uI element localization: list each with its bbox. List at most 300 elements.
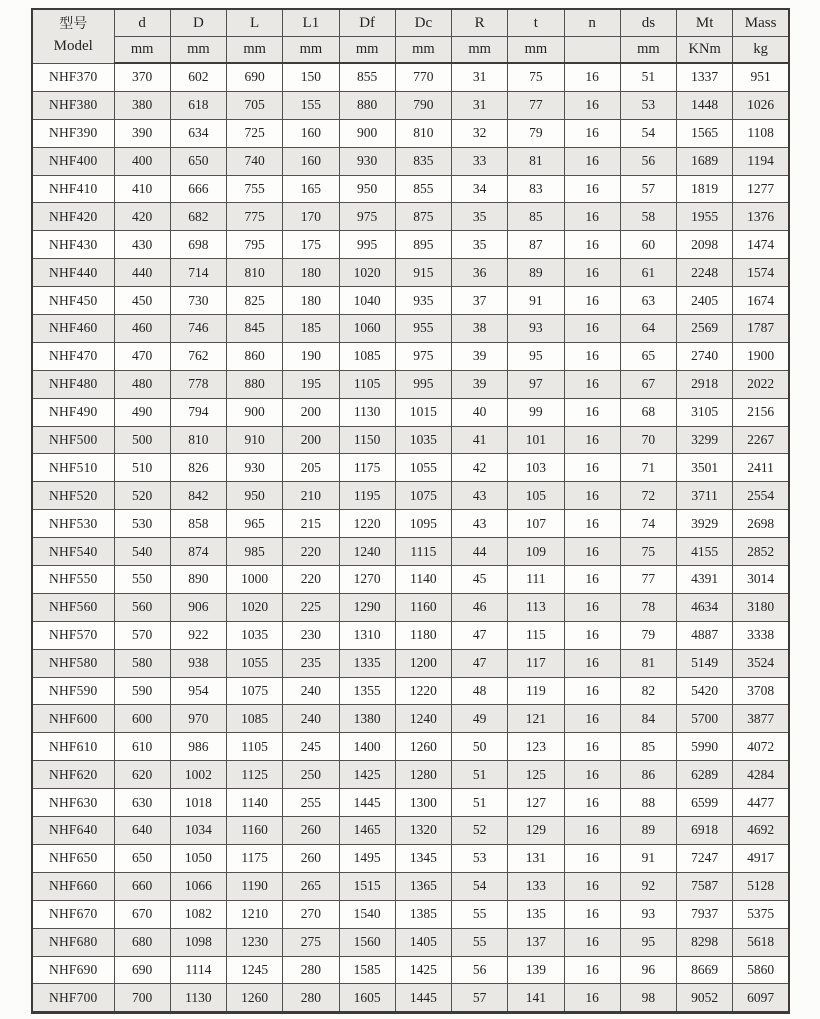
cell-t: 127 [508,789,564,817]
cell-ds: 72 [620,482,676,510]
cell-Dc: 1075 [395,482,451,510]
cell-L1: 190 [283,342,339,370]
cell-D: 954 [170,677,226,705]
table-row [32,175,789,203]
cell-n: 16 [564,733,620,761]
cell-ds: 71 [620,454,676,482]
cell-model: NHF510 [32,454,114,482]
cell-L1: 275 [283,928,339,956]
cell-Dc: 895 [395,231,451,259]
cell-Df: 1040 [339,287,395,315]
cell-Mt: 5149 [677,649,733,677]
cell-d: 570 [114,621,170,649]
cell-L: 705 [227,91,283,119]
cell-ds: 64 [620,315,676,343]
cell-L: 965 [227,510,283,538]
cell-t: 95 [508,342,564,370]
cell-Df: 1310 [339,621,395,649]
cell-Mt: 4634 [677,593,733,621]
table-row [32,119,789,147]
cell-n: 16 [564,398,620,426]
cell-ds: 75 [620,538,676,566]
cell-D: 810 [170,426,226,454]
cell-Mass: 2554 [733,482,789,510]
cell-D: 602 [170,63,226,91]
cell-d: 490 [114,398,170,426]
cell-R: 51 [452,761,508,789]
table-row [32,259,789,287]
cell-ds: 68 [620,398,676,426]
cell-Dc: 770 [395,63,451,91]
cell-Dc: 875 [395,203,451,231]
cell-R: 35 [452,231,508,259]
cell-ds: 74 [620,510,676,538]
cell-n: 16 [564,203,620,231]
cell-Df: 1400 [339,733,395,761]
table-row [32,482,789,510]
cell-Mt: 2405 [677,287,733,315]
cell-L: 1085 [227,705,283,733]
cell-Dc: 1425 [395,956,451,984]
cell-L1: 150 [283,63,339,91]
cell-Mass: 5860 [733,956,789,984]
cell-Mt: 2098 [677,231,733,259]
table-header [32,9,789,63]
cell-Mass: 4917 [733,844,789,872]
cell-R: 35 [452,203,508,231]
cell-model: NHF580 [32,649,114,677]
cell-Df: 1355 [339,677,395,705]
cell-D: 1002 [170,761,226,789]
cell-n: 16 [564,63,620,91]
cell-Df: 1465 [339,817,395,845]
cell-n: 16 [564,538,620,566]
cell-model: NHF430 [32,231,114,259]
table-row [32,370,789,398]
cell-L: 1055 [227,649,283,677]
cell-Dc: 835 [395,147,451,175]
cell-n: 16 [564,175,620,203]
table-row [32,398,789,426]
table-row [32,91,789,119]
cell-model: NHF590 [32,677,114,705]
model-header-cn: 型号 [59,17,88,33]
cell-L1: 160 [283,119,339,147]
cell-Mass: 3338 [733,621,789,649]
col-unit-Mt: KNm [677,37,733,64]
cell-R: 43 [452,482,508,510]
cell-Mt: 6599 [677,789,733,817]
cell-ds: 58 [620,203,676,231]
cell-Df: 995 [339,231,395,259]
cell-D: 1098 [170,928,226,956]
cell-R: 40 [452,398,508,426]
table-row [32,426,789,454]
cell-Dc: 1445 [395,984,451,1013]
cell-Mt: 7587 [677,872,733,900]
cell-R: 57 [452,984,508,1013]
cell-Mass: 1194 [733,147,789,175]
cell-model: NHF480 [32,370,114,398]
cell-L: 775 [227,203,283,231]
cell-d: 410 [114,175,170,203]
table-row [32,287,789,315]
header-units-row [32,37,789,64]
cell-ds: 82 [620,677,676,705]
table-row [32,705,789,733]
cell-ds: 63 [620,287,676,315]
col-header-d: d [114,9,170,37]
col-unit-n [564,37,620,64]
cell-R: 37 [452,287,508,315]
cell-R: 31 [452,63,508,91]
cell-Mt: 5420 [677,677,733,705]
cell-Mass: 4284 [733,761,789,789]
table-row [32,872,789,900]
cell-Mass: 2022 [733,370,789,398]
cell-R: 34 [452,175,508,203]
cell-L1: 165 [283,175,339,203]
cell-D: 842 [170,482,226,510]
cell-d: 530 [114,510,170,538]
table-body [32,63,789,1013]
col-header-Mass: Mass [733,9,789,37]
col-unit-R: mm [452,37,508,64]
cell-D: 970 [170,705,226,733]
cell-Df: 1380 [339,705,395,733]
cell-n: 16 [564,677,620,705]
cell-model: NHF390 [32,119,114,147]
col-unit-t: mm [508,37,564,64]
cell-d: 560 [114,593,170,621]
cell-Mt: 4155 [677,538,733,566]
cell-d: 500 [114,426,170,454]
cell-n: 16 [564,259,620,287]
cell-Df: 1085 [339,342,395,370]
cell-model: NHF420 [32,203,114,231]
cell-t: 113 [508,593,564,621]
cell-L: 845 [227,315,283,343]
cell-Mt: 3929 [677,510,733,538]
cell-D: 1082 [170,900,226,928]
cell-L1: 225 [283,593,339,621]
cell-d: 610 [114,733,170,761]
col-unit-L: mm [227,37,283,64]
cell-Mass: 2411 [733,454,789,482]
cell-Dc: 1260 [395,733,451,761]
cell-L1: 220 [283,566,339,594]
cell-Df: 1130 [339,398,395,426]
cell-ds: 95 [620,928,676,956]
cell-Mass: 3180 [733,593,789,621]
cell-L: 880 [227,370,283,398]
cell-ds: 78 [620,593,676,621]
cell-L1: 200 [283,398,339,426]
cell-D: 666 [170,175,226,203]
col-header-Df: Df [339,9,395,37]
cell-L: 930 [227,454,283,482]
cell-D: 1114 [170,956,226,984]
cell-ds: 53 [620,91,676,119]
cell-ds: 54 [620,119,676,147]
cell-t: 123 [508,733,564,761]
cell-L: 1245 [227,956,283,984]
cell-n: 16 [564,119,620,147]
cell-t: 141 [508,984,564,1013]
cell-Mt: 6289 [677,761,733,789]
table-row [32,844,789,872]
cell-model: NHF530 [32,510,114,538]
cell-model: NHF560 [32,593,114,621]
cell-Dc: 1095 [395,510,451,538]
col-unit-Dc: mm [395,37,451,64]
cell-d: 400 [114,147,170,175]
header-label-row [32,9,789,37]
cell-L1: 220 [283,538,339,566]
cell-D: 1034 [170,817,226,845]
cell-L1: 210 [283,482,339,510]
cell-D: 682 [170,203,226,231]
table-row [32,677,789,705]
cell-model: NHF400 [32,147,114,175]
cell-ds: 57 [620,175,676,203]
cell-R: 54 [452,872,508,900]
cell-n: 16 [564,315,620,343]
cell-L: 910 [227,426,283,454]
cell-L1: 235 [283,649,339,677]
cell-L: 725 [227,119,283,147]
cell-t: 135 [508,900,564,928]
cell-Df: 855 [339,63,395,91]
cell-n: 16 [564,984,620,1013]
cell-Mt: 8298 [677,928,733,956]
cell-Mass: 951 [733,63,789,91]
cell-Dc: 955 [395,315,451,343]
cell-ds: 51 [620,63,676,91]
cell-ds: 79 [620,621,676,649]
cell-R: 38 [452,315,508,343]
cell-L: 825 [227,287,283,315]
cell-t: 105 [508,482,564,510]
cell-Dc: 1035 [395,426,451,454]
cell-L1: 160 [283,147,339,175]
cell-Df: 1020 [339,259,395,287]
cell-L: 1190 [227,872,283,900]
cell-Mt: 1448 [677,91,733,119]
cell-n: 16 [564,566,620,594]
cell-Df: 1585 [339,956,395,984]
cell-n: 16 [564,789,620,817]
cell-Dc: 790 [395,91,451,119]
cell-Mass: 4692 [733,817,789,845]
col-header-L: L [227,9,283,37]
col-unit-Mass: kg [733,37,789,64]
cell-Mass: 2267 [733,426,789,454]
cell-d: 540 [114,538,170,566]
cell-D: 634 [170,119,226,147]
cell-ds: 93 [620,900,676,928]
cell-L1: 280 [283,984,339,1013]
cell-t: 87 [508,231,564,259]
cell-L1: 205 [283,454,339,482]
cell-R: 36 [452,259,508,287]
cell-D: 874 [170,538,226,566]
cell-Dc: 1015 [395,398,451,426]
table-row [32,538,789,566]
cell-model: NHF610 [32,733,114,761]
cell-d: 630 [114,789,170,817]
cell-D: 698 [170,231,226,259]
cell-d: 650 [114,844,170,872]
table-row [32,984,789,1013]
cell-Mt: 3501 [677,454,733,482]
table-row [32,231,789,259]
cell-d: 680 [114,928,170,956]
cell-L: 690 [227,63,283,91]
cell-L: 1000 [227,566,283,594]
cell-d: 510 [114,454,170,482]
cell-d: 520 [114,482,170,510]
cell-d: 460 [114,315,170,343]
cell-R: 39 [452,342,508,370]
cell-ds: 67 [620,370,676,398]
cell-R: 44 [452,538,508,566]
spec-table [31,8,790,1014]
cell-n: 16 [564,147,620,175]
cell-Mass: 2698 [733,510,789,538]
cell-Df: 1290 [339,593,395,621]
cell-R: 51 [452,789,508,817]
cell-n: 16 [564,91,620,119]
cell-Dc: 935 [395,287,451,315]
table-row [32,63,789,91]
cell-t: 101 [508,426,564,454]
cell-t: 133 [508,872,564,900]
cell-d: 690 [114,956,170,984]
cell-Mass: 5375 [733,900,789,928]
cell-L: 1140 [227,789,283,817]
cell-Df: 1175 [339,454,395,482]
col-header-D: D [170,9,226,37]
cell-ds: 60 [620,231,676,259]
table-row [32,761,789,789]
table-row [32,733,789,761]
cell-ds: 96 [620,956,676,984]
cell-Df: 1150 [339,426,395,454]
col-header-L1: L1 [283,9,339,37]
cell-Mass: 2852 [733,538,789,566]
table-row [32,342,789,370]
cell-n: 16 [564,454,620,482]
cell-Dc: 1115 [395,538,451,566]
table-row [32,566,789,594]
cell-R: 32 [452,119,508,147]
cell-n: 16 [564,621,620,649]
table-row [32,203,789,231]
cell-Dc: 1365 [395,872,451,900]
cell-d: 580 [114,649,170,677]
cell-t: 117 [508,649,564,677]
cell-Mt: 6918 [677,817,733,845]
cell-D: 890 [170,566,226,594]
cell-n: 16 [564,231,620,259]
cell-D: 906 [170,593,226,621]
cell-ds: 89 [620,817,676,845]
cell-Mass: 6097 [733,984,789,1013]
cell-L1: 255 [283,789,339,817]
cell-Dc: 1280 [395,761,451,789]
cell-Dc: 1140 [395,566,451,594]
cell-model: NHF520 [32,482,114,510]
cell-ds: 77 [620,566,676,594]
cell-ds: 56 [620,147,676,175]
cell-Dc: 1240 [395,705,451,733]
cell-L: 1260 [227,984,283,1013]
cell-Mass: 5128 [733,872,789,900]
cell-D: 1066 [170,872,226,900]
cell-L1: 155 [283,91,339,119]
cell-Mass: 1026 [733,91,789,119]
cell-n: 16 [564,956,620,984]
cell-D: 986 [170,733,226,761]
cell-R: 42 [452,454,508,482]
cell-L: 1230 [227,928,283,956]
cell-Mass: 3014 [733,566,789,594]
cell-d: 440 [114,259,170,287]
cell-Mt: 2918 [677,370,733,398]
cell-L: 1020 [227,593,283,621]
cell-D: 746 [170,315,226,343]
cell-R: 47 [452,649,508,677]
cell-t: 139 [508,956,564,984]
cell-t: 99 [508,398,564,426]
cell-Df: 1060 [339,315,395,343]
model-header-cell [32,9,114,63]
col-header-ds: ds [620,9,676,37]
cell-L1: 175 [283,231,339,259]
cell-Mass: 2156 [733,398,789,426]
cell-Mass: 1108 [733,119,789,147]
cell-Dc: 1200 [395,649,451,677]
cell-model: NHF470 [32,342,114,370]
cell-Dc: 1160 [395,593,451,621]
cell-ds: 61 [620,259,676,287]
cell-D: 1018 [170,789,226,817]
cell-Df: 1270 [339,566,395,594]
cell-Mt: 7247 [677,844,733,872]
cell-L1: 185 [283,315,339,343]
cell-model: NHF440 [32,259,114,287]
cell-d: 600 [114,705,170,733]
cell-n: 16 [564,342,620,370]
cell-L: 1075 [227,677,283,705]
cell-Mt: 9052 [677,984,733,1013]
cell-t: 85 [508,203,564,231]
cell-ds: 86 [620,761,676,789]
cell-t: 75 [508,63,564,91]
cell-Dc: 915 [395,259,451,287]
col-header-R: R [452,9,508,37]
cell-Dc: 1405 [395,928,451,956]
cell-R: 31 [452,91,508,119]
cell-L1: 270 [283,900,339,928]
cell-Mt: 2569 [677,315,733,343]
cell-t: 125 [508,761,564,789]
cell-d: 390 [114,119,170,147]
cell-model: NHF410 [32,175,114,203]
cell-L1: 240 [283,705,339,733]
cell-d: 640 [114,817,170,845]
